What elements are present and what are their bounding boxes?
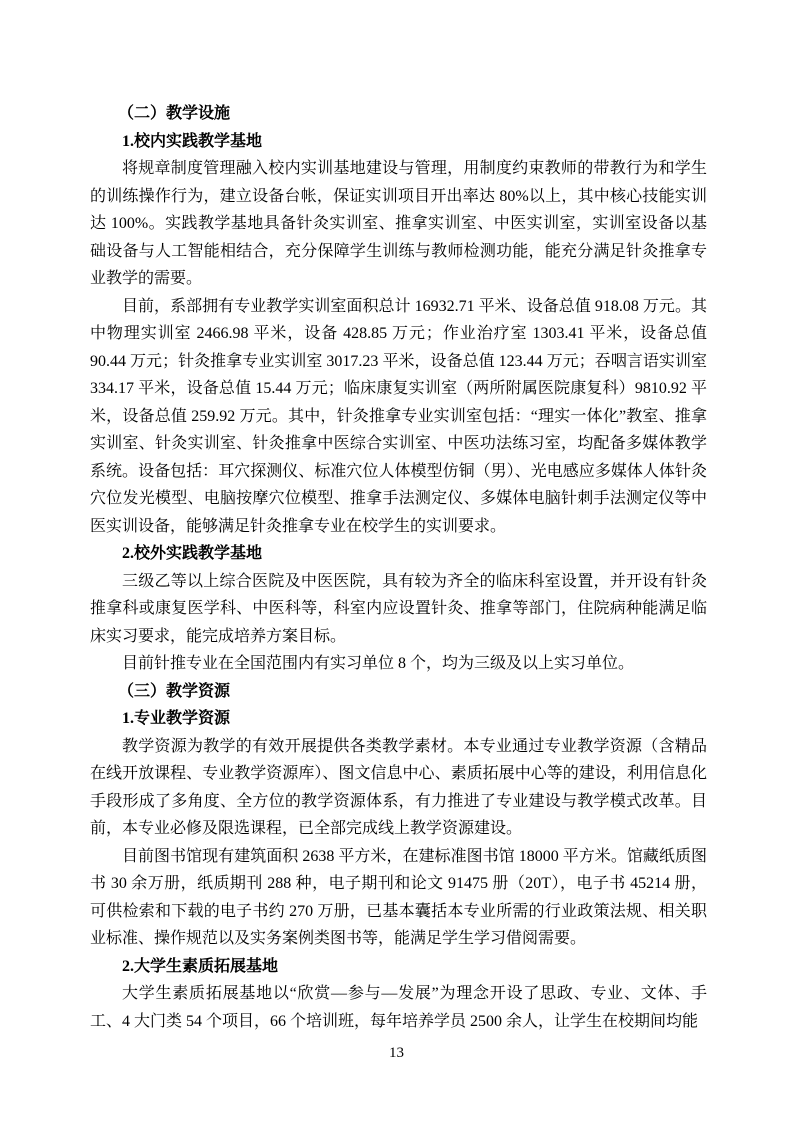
- page-number: 13: [389, 1045, 404, 1061]
- section-heading: （二）教学设施: [118, 105, 231, 122]
- section-heading: 1.专业教学资源: [122, 710, 231, 727]
- body-paragraph: 目前针推专业在全国范围内有实习单位 8 个，均为三级及以上实习单位。: [122, 655, 635, 672]
- section-heading: 2.大学生素质拓展基地: [122, 957, 279, 975]
- body-paragraph: 三级乙等以上综合医院及中医医院，具有较为齐全的临床科室设置，并开设有针灸推拿科或康复医学科、中医科等，科室内应设置针灸、推拿等部门，住院病种能满足临床实习要求，能完成培养方案目标。: [90, 572, 707, 645]
- document-body: [90, 100, 707, 1035]
- body-paragraph: 大学生素质拓展基地以“欣赏—参与—发展”为理念开设了思政、专业、文体、手工、4 大门类 54 个项目，66 个培训班，每年培养学员 2500 余人，让学生在校期间均能: [90, 985, 707, 1030]
- section-heading: （三）教学资源: [118, 682, 231, 700]
- section-heading: 2.校外实践教学基地: [122, 545, 263, 562]
- body-paragraph: 教学资源为教学的有效开展提供各类教学素材。本专业通过专业教学资源（含精品在线开放课程、专业教学资源库）、图文信息中心、素质拓展中心等的建设，利用信息化手段形成了多角度、全方位的教学资源体系，有力推进了专业建设与教学模式改革。目前，本专业必修及限选课程，已全部完成线上教学资源建设。: [90, 737, 707, 837]
- body-paragraph: 目前，系部拥有专业教学实训室面积总计 16932.71 平米、设备总值 918.08 万元。其中物理实训室 2466.98 平米，设备 428.85 万元；作业治疗室 1303.41 平米，设备总值 90.44 万元；针灸推拿专业实训室 3017.23 平米，设备总值 123.44 万元；吞咽言语实训室 334.17 平米，设备总值 15.44 万元；临床康复实训室（两所附属医院康复科）9810.92 平米，设备总值 259.92 万元。其中，针灸推拿专业实训室包括：“理实一体化”教室、推拿实训室、针灸实训室、针灸推拿中医综合实训室、中医功法练习室，均配备多媒体教学系统。设备包括：耳穴探测仪、标准穴位人体模型仿铜（男）、光电感应多媒体人体针灸穴位发光模型、电脑按摩穴位模型、推拿手法测定仪、多媒体电脑针刺手法测定仪等中医实训设备，能够满足针灸推拿专业在校学生的实训要求。: [90, 297, 707, 535]
- body-paragraph: 将规章制度管理融入校内实训基地建设与管理，用制度约束教师的带教行为和学生的训练操作行为，建立设备台帐，保证实训项目开出率达 80%以上，其中核心技能实训达 100%。实践教学基地具备针灸实训室、推拿实训室、中医实训室，实训室设备以基础设备与人工智能相结合，充分保障学生训练与教师检测功能，能充分满足针灸推拿专业教学的需要。: [90, 160, 707, 287]
- section-heading: 1.校内实践教学基地: [122, 132, 263, 150]
- body-paragraph: 目前图书馆现有建筑面积 2638 平方米，在建标准图书馆 18000 平方米。馆藏纸质图书 30 余万册，纸质期刊 288 种，电子期刊和论文 91475 册（20T），电子书 45214 册，可供检索和下载的电子书约 270 万册，已基本囊括本专业所需的行业政策法规、相关职业标准、操作规范以及实务案例类图书等，能满足学生学习借阅需要。: [90, 847, 707, 947]
